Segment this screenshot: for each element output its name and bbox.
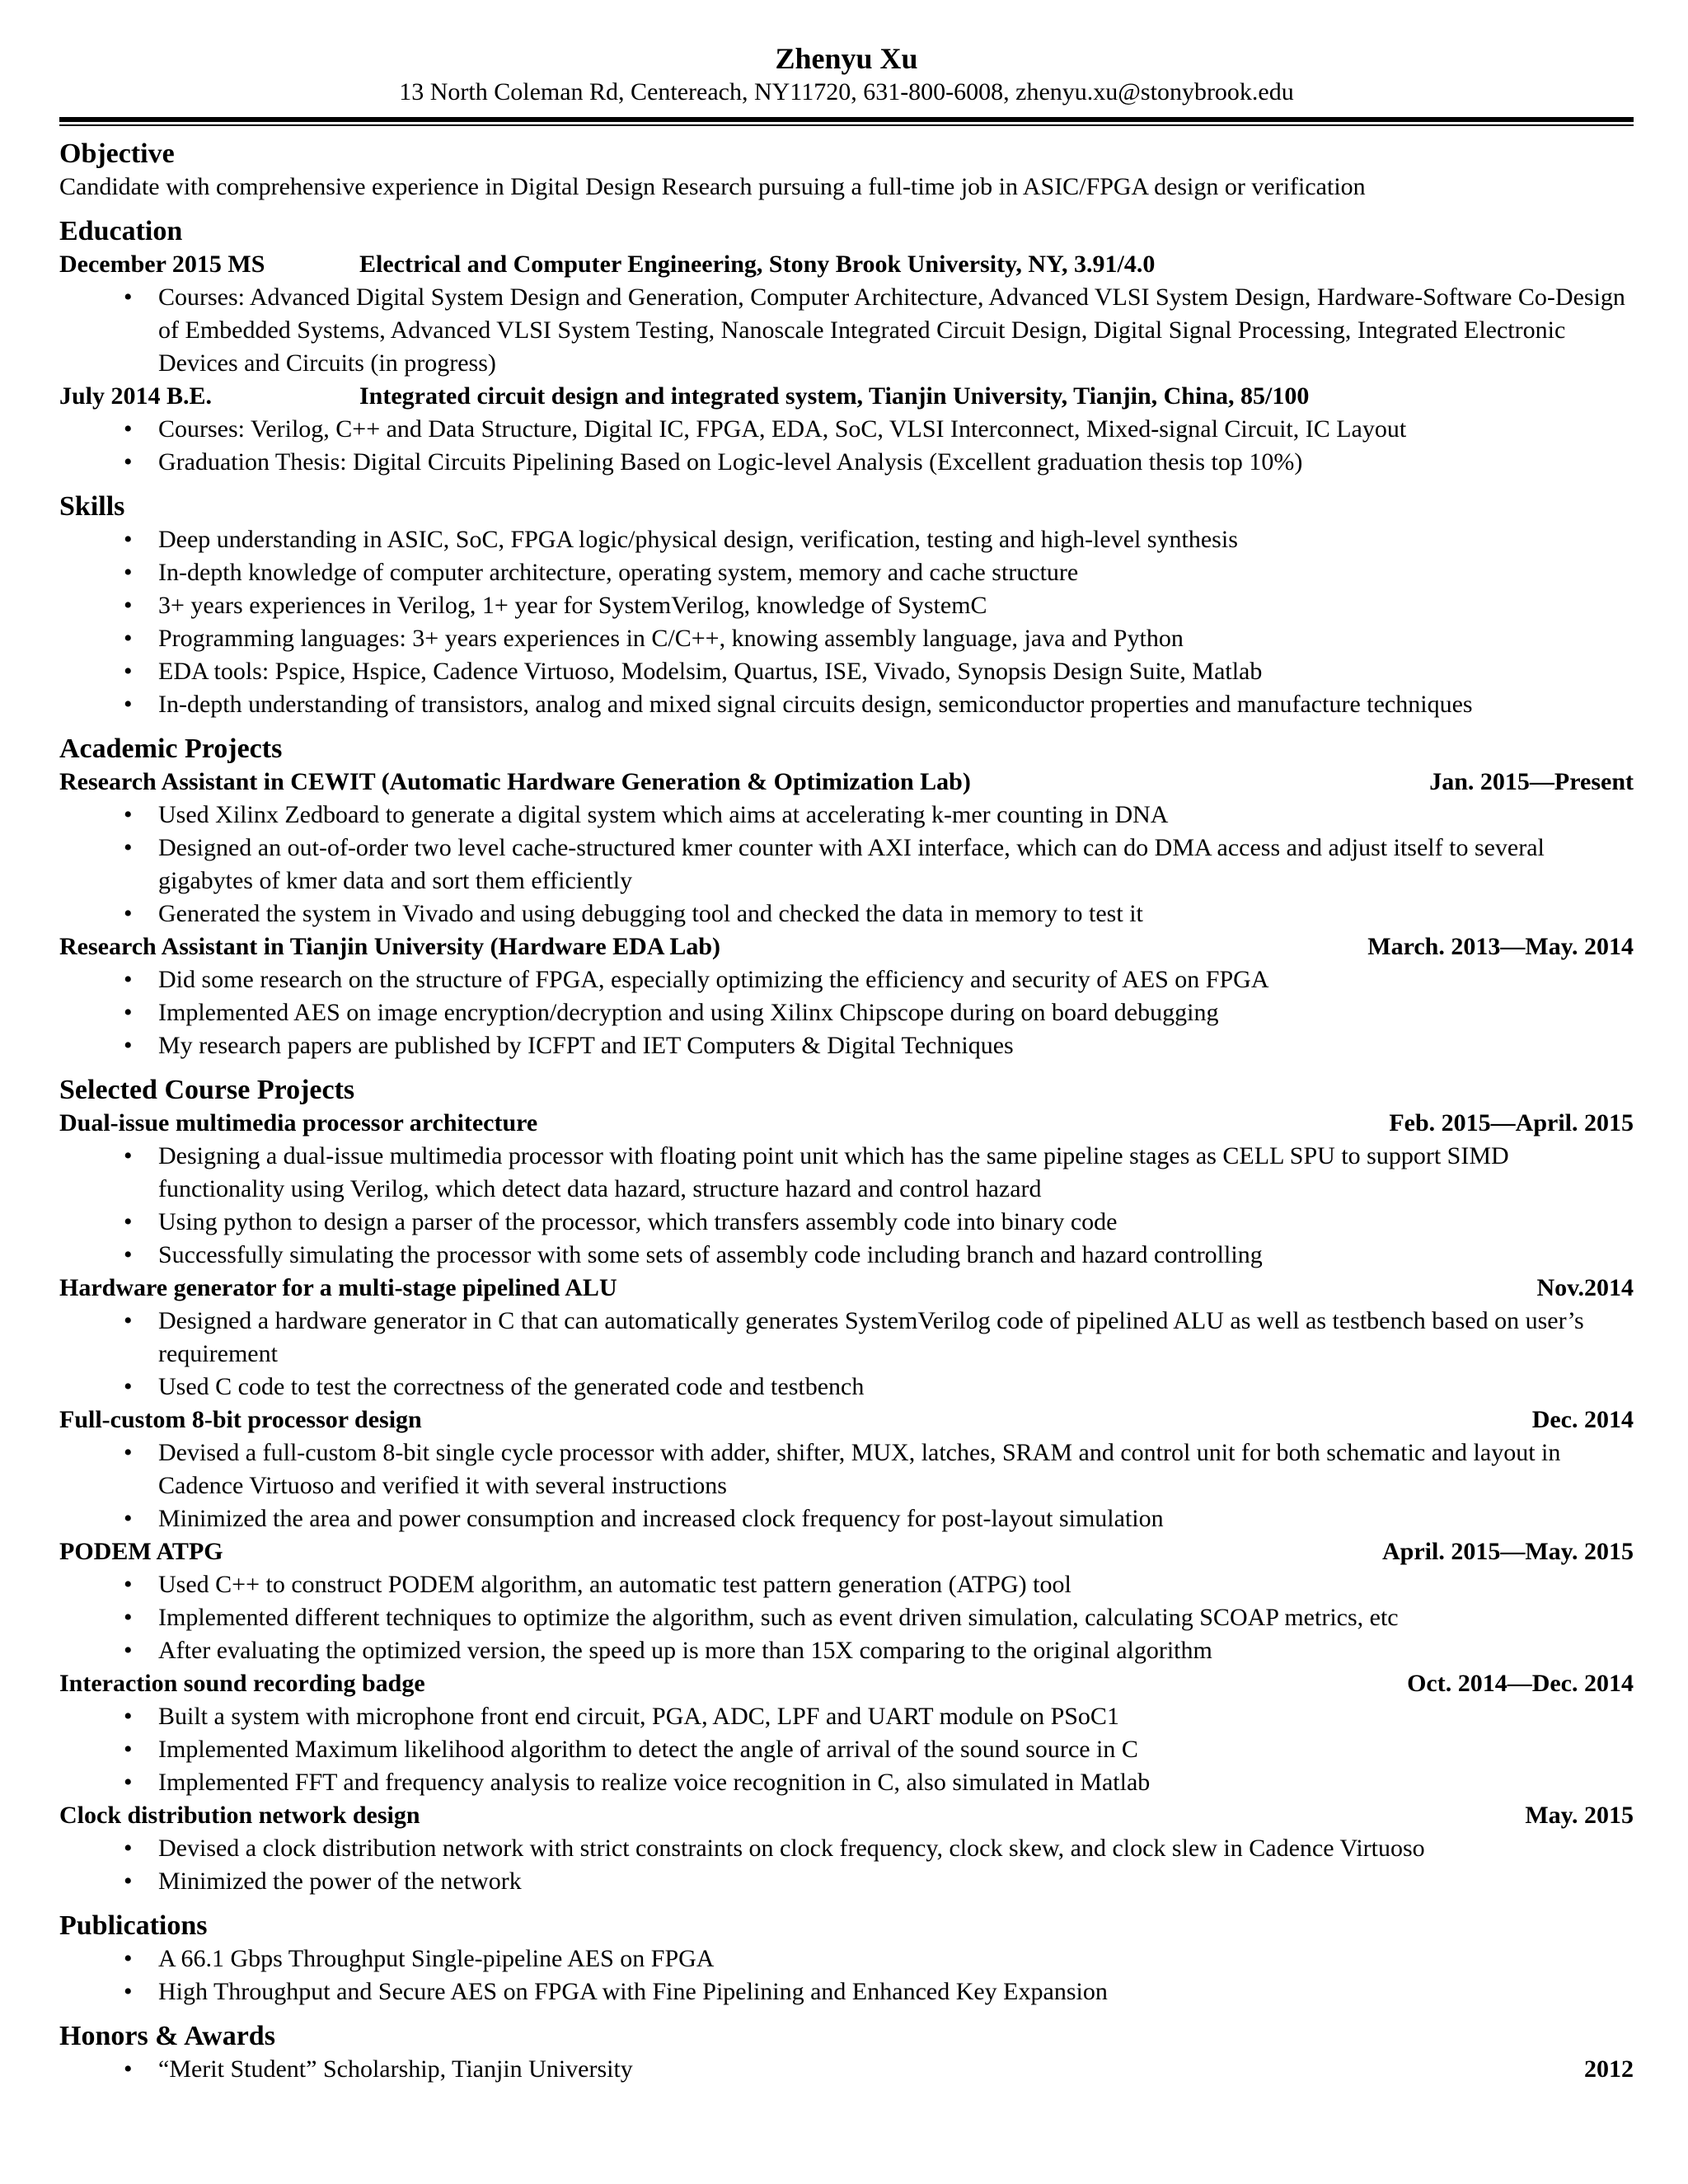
list-item: • Devised a clock distribution network with strict constraints on clock frequency, clock skew, and clock slew in Cadence Virtuoso bbox=[59, 1832, 1634, 1865]
project-date: April. 2015—May. 2015 bbox=[1382, 1538, 1634, 1565]
list-item: • Deep understanding in ASIC, SoC, FPGA logic/physical design, verification, testing and high-level synthesis bbox=[59, 523, 1634, 556]
objective-text: Candidate with comprehensive experience in Digital Design Research pursuing a full-time job in ASIC/FPGA design or verification bbox=[59, 173, 1366, 200]
list-item: • After evaluating the optimized version, the speed up is more than 15X comparing to the original algorithm bbox=[59, 1634, 1634, 1667]
education-degree: Integrated circuit design and integrated system, Tianjin University, Tianjin, China, 85/100 bbox=[359, 382, 1310, 410]
list-item: • Built a system with microphone front end circuit, PGA, ADC, LPF and UART module on PSoC1 bbox=[59, 1700, 1634, 1733]
honors-list bbox=[59, 2053, 1634, 2086]
list-item: • Did some research on the structure of FPGA, especially optimizing the efficiency and security of AES on FPGA bbox=[59, 963, 1634, 996]
award-text: “Merit Student” Scholarship, Tianjin University bbox=[158, 2055, 633, 2083]
section-title-skills: Skills bbox=[59, 491, 125, 522]
project-bullet-list bbox=[59, 963, 1634, 1062]
award-date: 2012 bbox=[1584, 2055, 1634, 2083]
resume-page bbox=[59, 40, 1634, 2086]
list-item: • Minimized the area and power consumption and increased clock frequency for post-layout simulation bbox=[59, 1502, 1634, 1535]
project-bullet-list bbox=[59, 1305, 1634, 1404]
section-title-objective: Objective bbox=[59, 138, 175, 169]
academic-projects-section bbox=[59, 733, 1634, 1062]
project-bullet-list bbox=[59, 1700, 1634, 1799]
project-title: Clock distribution network design bbox=[59, 1802, 420, 1829]
publications-section bbox=[59, 1910, 1634, 2008]
list-item: • Implemented different techniques to optimize the algorithm, such as event driven simulation, calculating SCOAP metrics, etc bbox=[59, 1601, 1634, 1634]
list-item: • Graduation Thesis: Digital Circuits Pipelining Based on Logic-level Analysis (Excellent graduation thesis top 10%) bbox=[59, 446, 1634, 479]
project-date: Nov.2014 bbox=[1536, 1274, 1634, 1301]
list-item: • Implemented AES on image encryption/decryption and using Xilinx Chipscope during on board debugging bbox=[59, 996, 1634, 1029]
project-date: Jan. 2015—Present bbox=[1429, 768, 1634, 795]
list-item: • A 66.1 Gbps Throughput Single-pipeline AES on FPGA bbox=[59, 1943, 1634, 1975]
education-section bbox=[59, 215, 1634, 479]
education-date: December 2015 MS bbox=[59, 251, 265, 278]
contact-line: 13 North Coleman Rd, Centereach, NY11720, 631-800-6008, zhenyu.xu@stonybrook.edu bbox=[399, 78, 1294, 105]
list-item: • EDA tools: Pspice, Hspice, Cadence Virtuoso, Modelsim, Quartus, ISE, Vivado, Synopsis Design Suite, Matlab bbox=[59, 655, 1634, 688]
candidate-name: Zhenyu Xu bbox=[775, 42, 918, 75]
project-bullet-list bbox=[59, 799, 1634, 930]
skills-section bbox=[59, 490, 1634, 721]
course-projects-section bbox=[59, 1074, 1634, 1898]
project-date: Dec. 2014 bbox=[1531, 1406, 1634, 1433]
project-title: Research Assistant in CEWIT (Automatic Hardware Generation & Optimization Lab) bbox=[59, 768, 971, 795]
section-title-course-projects: Selected Course Projects bbox=[59, 1075, 355, 1105]
section-title-academic-projects: Academic Projects bbox=[59, 733, 283, 764]
list-item: • In-depth understanding of transistors, analog and mixed signal circuits design, semiconductor properties and manufacture techniques bbox=[59, 688, 1634, 721]
education-date: July 2014 B.E. bbox=[59, 382, 213, 410]
project-title: Interaction sound recording badge bbox=[59, 1670, 425, 1697]
project-title: Research Assistant in Tianjin University (Hardware EDA Lab) bbox=[59, 933, 721, 960]
section-title-honors: Honors & Awards bbox=[59, 2021, 275, 2051]
list-item: • My research papers are published by ICFPT and IET Computers & Digital Techniques bbox=[59, 1029, 1634, 1062]
list-item: • Using python to design a parser of the processor, which transfers assembly code into binary code bbox=[59, 1206, 1634, 1239]
honors-section bbox=[59, 2020, 1634, 2086]
list-item: • Courses: Advanced Digital System Design and Generation, Computer Architecture, Advanced VLSI System Design, Hardware-Software Co-Design of Embedded Systems, Advanced VLSI System Testing, Nanoscale Integrated Circuit Design, Digital Signal Processing, Integrated Electronic Devices and Circuits (in progress) bbox=[59, 281, 1634, 380]
list-item: • Designed an out-of-order two level cache-structured kmer counter with AXI interface, which can do DMA access and adjust itself to several gigabytes of kmer data and sort them efficiently bbox=[59, 832, 1634, 898]
list-item: • Designing a dual-issue multimedia processor with floating point unit which has the same pipeline stages as CELL SPU to support SIMD functionality using Verilog, which detect data hazard, structure hazard and control hazard bbox=[59, 1140, 1634, 1206]
project-heading bbox=[59, 1799, 1634, 1832]
list-item bbox=[59, 2053, 1634, 2086]
header-rule-thick bbox=[59, 117, 1634, 122]
publications-list bbox=[59, 1943, 1634, 2008]
project-bullet-list bbox=[59, 1436, 1634, 1535]
project-heading bbox=[59, 930, 1634, 963]
list-item: • Used Xilinx Zedboard to generate a digital system which aims at accelerating k-mer counting in DNA bbox=[59, 799, 1634, 832]
list-item: • Devised a full-custom 8-bit single cycle processor with adder, shifter, MUX, latches, SRAM and control unit for both schematic and layout in Cadence Virtuoso and verified it with several instructions bbox=[59, 1436, 1634, 1502]
list-item: • Successfully simulating the processor with some sets of assembly code including branch and hazard controlling bbox=[59, 1239, 1634, 1272]
project-date: Oct. 2014—Dec. 2014 bbox=[1407, 1670, 1634, 1697]
project-heading bbox=[59, 1404, 1634, 1436]
project-heading bbox=[59, 1107, 1634, 1140]
project-bullet-list bbox=[59, 1568, 1634, 1667]
project-bullet-list bbox=[59, 1140, 1634, 1272]
project-title: Full-custom 8-bit processor design bbox=[59, 1406, 422, 1433]
project-title: PODEM ATPG bbox=[59, 1538, 223, 1565]
list-item: • Implemented FFT and frequency analysis to realize voice recognition in C, also simulated in Matlab bbox=[59, 1766, 1634, 1799]
project-date: May. 2015 bbox=[1525, 1802, 1634, 1829]
section-title-publications: Publications bbox=[59, 1910, 208, 1941]
list-item: • High Throughput and Secure AES on FPGA with Fine Pipelining and Enhanced Key Expansion bbox=[59, 1975, 1634, 2008]
skills-list bbox=[59, 523, 1634, 721]
header-rule-thin bbox=[59, 124, 1634, 126]
project-date: Feb. 2015—April. 2015 bbox=[1389, 1109, 1634, 1137]
education-bullet-list bbox=[59, 281, 1634, 380]
list-item: • Designed a hardware generator in C that can automatically generates SystemVerilog code of pipelined ALU as well as testbench based on user’s requirement bbox=[59, 1305, 1634, 1371]
list-item: • Courses: Verilog, C++ and Data Structure, Digital IC, FPGA, EDA, SoC, VLSI Interconnect, Mixed-signal Circuit, IC Layout bbox=[59, 413, 1634, 446]
project-title: Hardware generator for a multi-stage pipelined ALU bbox=[59, 1274, 617, 1301]
objective-section bbox=[59, 138, 1634, 204]
list-item: • 3+ years experiences in Verilog, 1+ year for SystemVerilog, knowledge of SystemC bbox=[59, 589, 1634, 622]
list-item: • Generated the system in Vivado and using debugging tool and checked the data in memory to test it bbox=[59, 898, 1634, 930]
project-heading bbox=[59, 1272, 1634, 1305]
list-item: • Used C++ to construct PODEM algorithm, an automatic test pattern generation (ATPG) tool bbox=[59, 1568, 1634, 1601]
education-entry-heading bbox=[59, 380, 1634, 413]
list-item: • Used C code to test the correctness of the generated code and testbench bbox=[59, 1371, 1634, 1404]
education-bullet-list bbox=[59, 413, 1634, 479]
project-heading bbox=[59, 766, 1634, 799]
education-entry-heading bbox=[59, 248, 1634, 281]
list-item: • In-depth knowledge of computer architecture, operating system, memory and cache structure bbox=[59, 556, 1634, 589]
project-date: March. 2013—May. 2014 bbox=[1367, 933, 1634, 960]
list-item: • Minimized the power of the network bbox=[59, 1865, 1634, 1898]
list-item: • Implemented Maximum likelihood algorithm to detect the angle of arrival of the sound source in C bbox=[59, 1733, 1634, 1766]
project-bullet-list bbox=[59, 1832, 1634, 1898]
list-item: • Programming languages: 3+ years experiences in C/C++, knowing assembly language, java and Python bbox=[59, 622, 1634, 655]
section-title-education: Education bbox=[59, 216, 183, 246]
project-heading bbox=[59, 1535, 1634, 1568]
project-title: Dual-issue multimedia processor architecture bbox=[59, 1109, 538, 1137]
education-degree: Electrical and Computer Engineering, Stony Brook University, NY, 3.91/4.0 bbox=[359, 251, 1156, 278]
project-heading bbox=[59, 1667, 1634, 1700]
